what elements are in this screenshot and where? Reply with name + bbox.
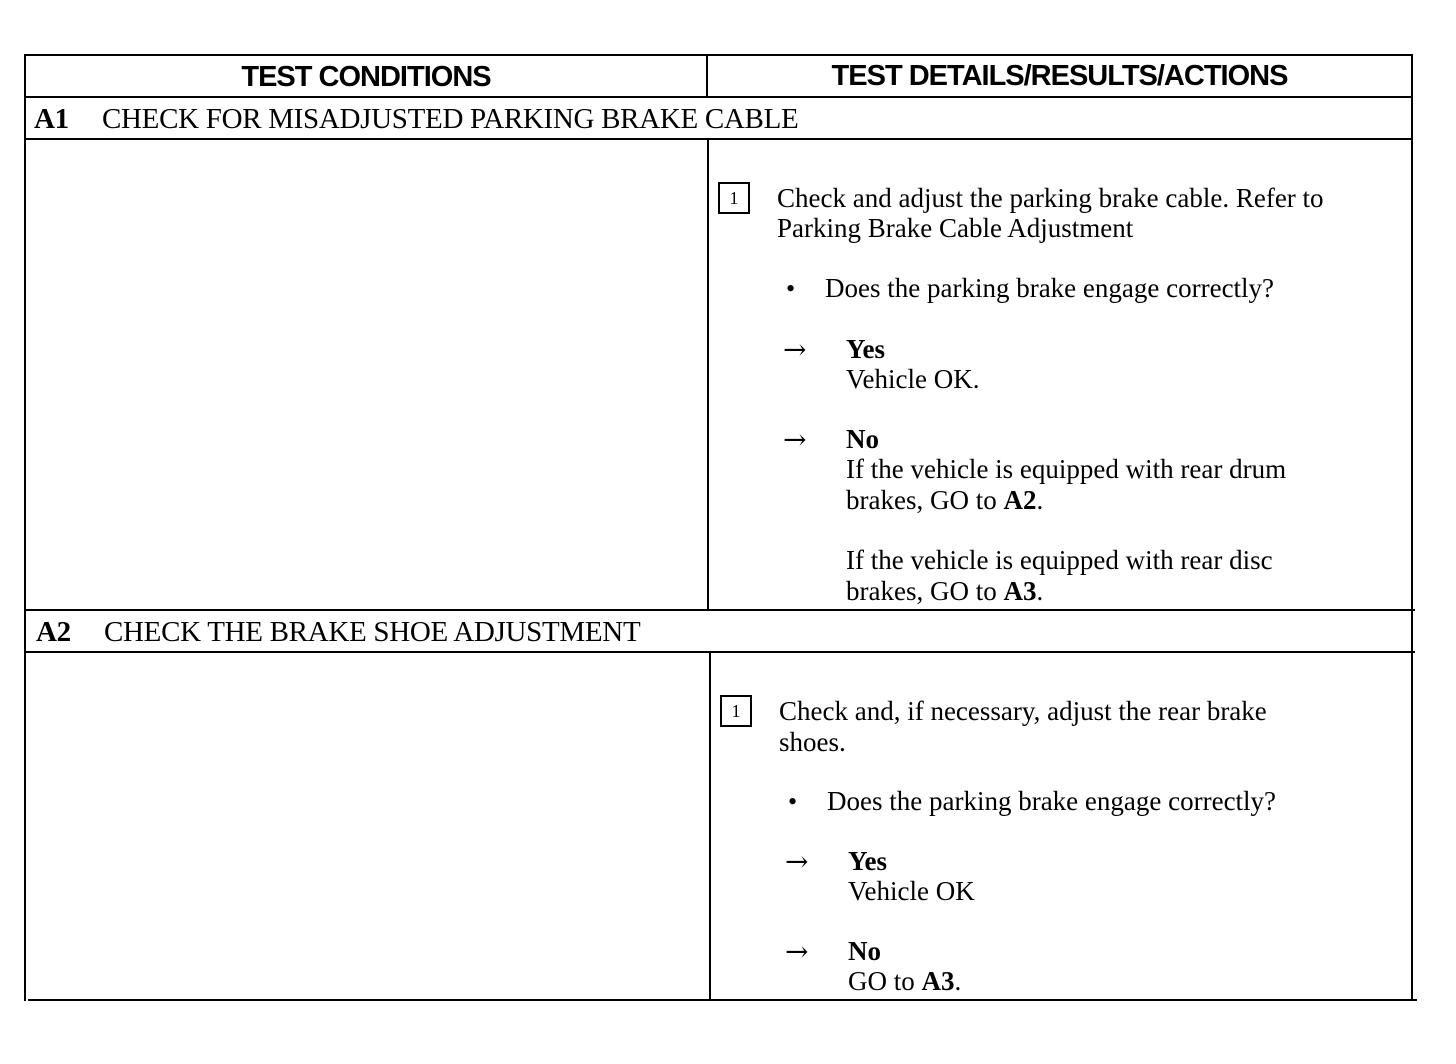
step-a1-action-number: 1 bbox=[718, 182, 750, 214]
table-border-left bbox=[24, 54, 26, 1001]
step-a1-no-text1-target: A2 bbox=[1003, 485, 1037, 515]
step-a1-yes-arrow-icon: → bbox=[783, 333, 807, 366]
step-a1-no-text2-suffix: . bbox=[1036, 576, 1044, 606]
header-test-details: TEST DETAILS/RESULTS/ACTIONS bbox=[831, 60, 1288, 92]
a2-title-top-divider bbox=[26, 609, 1415, 611]
step-a1-no-text2-line2 bbox=[846, 576, 1043, 606]
step-a1-title-text: CHECK FOR MISADJUSTED PARKING BRAKE CABLE bbox=[102, 103, 799, 135]
step-a1-no-text2-prefix: brakes, GO to bbox=[846, 576, 1004, 606]
step-a2-title bbox=[36, 614, 640, 650]
step-a2-question: Does the parking brake engage correctly? bbox=[827, 786, 1277, 816]
step-a2-yes-text: Vehicle OK bbox=[848, 876, 975, 906]
step-a1-no-text2-target: A3 bbox=[1003, 576, 1037, 606]
step-a1-code: A1 bbox=[34, 103, 69, 135]
step-a1-no-text1-line1: If the vehicle is equipped with rear drum bbox=[846, 454, 1287, 484]
step-a2-action-line1: Check and, if necessary, adjust the rear brake bbox=[779, 696, 1267, 726]
step-a1-no-text1-line2 bbox=[846, 485, 1043, 515]
a1-title-divider bbox=[24, 138, 1413, 140]
column-divider-a2 bbox=[709, 651, 711, 1001]
step-a2-title-text: CHECK THE BRAKE SHOE ADJUSTMENT bbox=[104, 616, 641, 648]
step-a1-no-label: No bbox=[846, 424, 879, 454]
step-a2-yes-arrow-icon: → bbox=[785, 845, 809, 878]
step-a2-no-label: No bbox=[848, 936, 881, 966]
header-test-conditions: TEST CONDITIONS bbox=[241, 61, 491, 93]
step-a1-no-text1-prefix: brakes, GO to bbox=[846, 485, 1004, 515]
step-a2-action-number: 1 bbox=[720, 695, 752, 727]
step-a2-no-text-prefix: GO to bbox=[848, 966, 922, 996]
step-a1-no-text2-line1: If the vehicle is equipped with rear disc bbox=[846, 545, 1273, 575]
table-border-right bbox=[1411, 54, 1413, 1001]
step-a2-bullet-icon: • bbox=[788, 787, 798, 816]
step-a2-code: A2 bbox=[36, 616, 71, 648]
step-a2-yes-label: Yes bbox=[848, 846, 887, 876]
step-a1-action-line2: Parking Brake Cable Adjustment bbox=[777, 213, 1134, 243]
step-a1-question: Does the parking brake engage correctly? bbox=[825, 273, 1275, 303]
step-a1-no-text1-suffix: . bbox=[1036, 485, 1044, 515]
step-a1-title bbox=[34, 101, 798, 137]
step-a1-no-arrow-icon: → bbox=[783, 423, 807, 456]
step-a1-yes-text: Vehicle OK. bbox=[846, 364, 980, 394]
table-border-bottom bbox=[28, 999, 1417, 1001]
step-a2-no-text-target: A3 bbox=[921, 966, 955, 996]
step-a2-no-text bbox=[848, 966, 961, 996]
step-a1-action-line1: Check and adjust the parking brake cable. Refer to bbox=[777, 183, 1324, 213]
step-a1-bullet-icon: • bbox=[786, 274, 796, 303]
a2-title-divider bbox=[26, 651, 1415, 653]
step-a2-no-text-suffix: . bbox=[954, 966, 962, 996]
step-a2-no-arrow-icon: → bbox=[785, 935, 809, 968]
column-divider-a1 bbox=[707, 138, 709, 611]
step-a1-yes-label: Yes bbox=[846, 334, 885, 364]
step-a2-action-line2: shoes. bbox=[779, 727, 846, 757]
